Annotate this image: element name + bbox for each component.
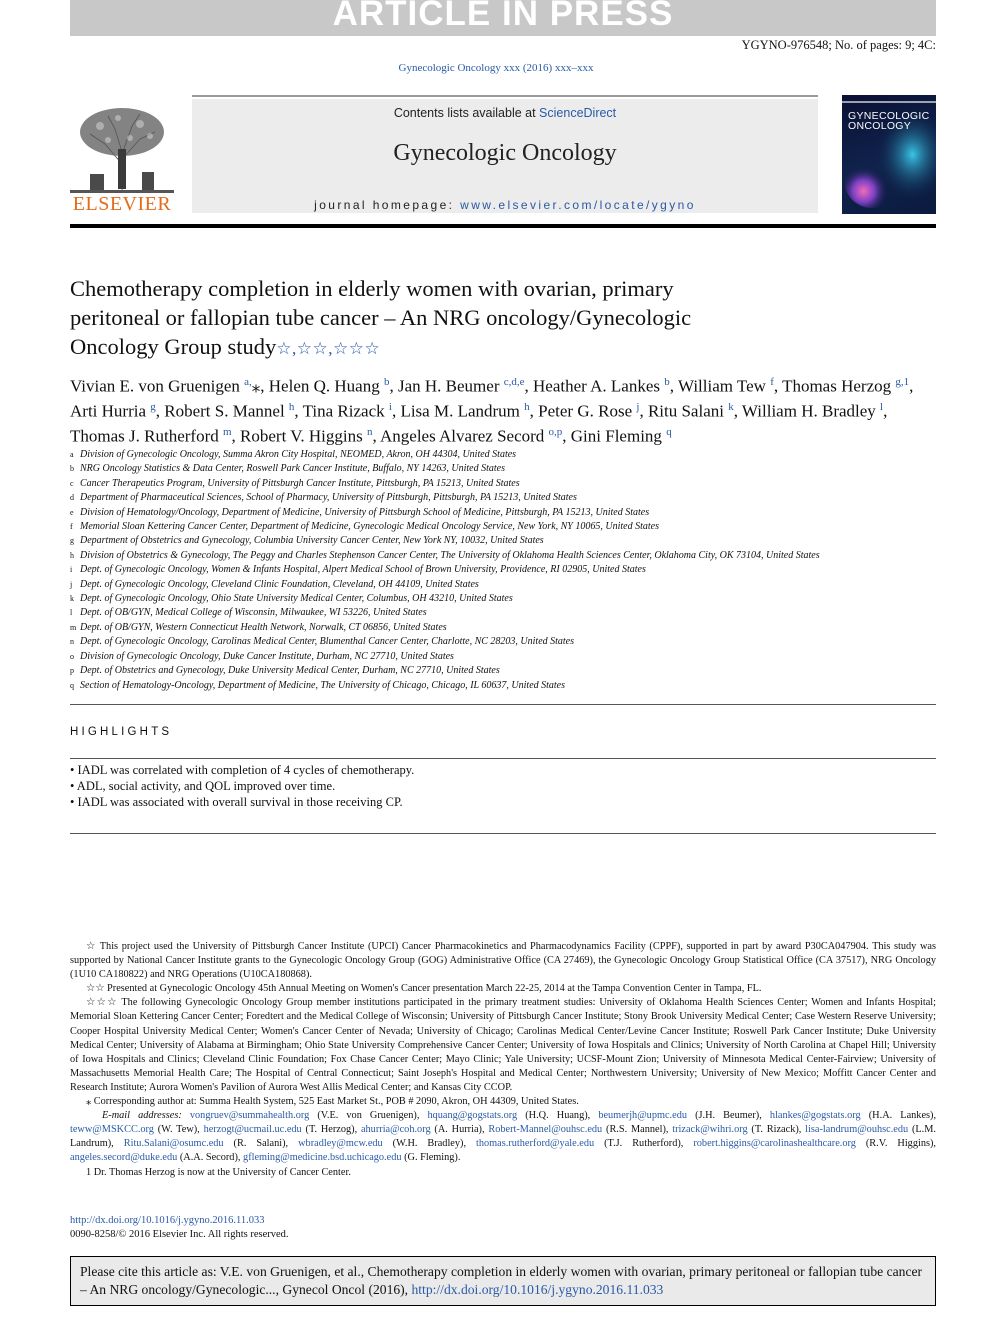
- affiliation-text: Dept. of Gynecologic Oncology, Women & Infants Hospital, Alpert Medical School of Brown University, Providence, RI 02905, United States: [80, 564, 646, 576]
- article-title: [70, 274, 790, 363]
- author-separator: ,: [524, 376, 534, 396]
- affiliation-item: [70, 664, 936, 678]
- affiliation-item: [70, 448, 936, 462]
- author-affiliation-marker[interactable]: f: [770, 376, 774, 388]
- author-separator: ,: [562, 426, 571, 446]
- email-link[interactable]: hlankes@gogstats.org: [769, 1110, 861, 1122]
- author-name[interactable]: William H. Bradley: [741, 401, 876, 421]
- footnote-institutions: ☆☆☆ The following Gynecologic Oncology Group member institutions participated in the primary treatment studies: University of Oklahoma Health Sciences Center; Women and Infants Hospital; Memorial Sloan Kettering Cancer Center; Foredtert and the Medical College of Wisconsin; University of Pittsburgh Cancer Institute; Stony Brook University Medical Center; Case Western Reserve University; Cooper Hospital University Medical Center; Women's Cancer Center of Nevada; University of Chicago; Carolinas Medical Center/Levine Cancer Institute; Roswell Park Cancer Institute; Duke University Medical Center; University of Alabama at Birmingham; Ohio State University Comprehensive Cancer Center; University of Iowa Hospitals and Clinics; University of North Carolina at Chapel Hill; University of Iowa Hospitals and Clinics; Cleveland Clinic Foundation; Fox Chase Cancer Center; Mayo Clinic; Yale University; UCSF-Mount Zion; University of Minnesota Medical Center-Fairview; University of Massachusetts Memorial Health Care; The Hospital of Central Connecticut; Saint Joseph's Hospital and Medical Center; Northwestern University; University of New Mexico; Moffitt Cancer Center and Research Institute; Aurora Women's Pavilion of Aurora West Allis Medical Center; and Kansas City CCOP.: [70, 997, 936, 1093]
- highlight-item: • IADL was associated with overall survival in those receiving CP.: [70, 795, 403, 809]
- author-name[interactable]: Thomas Herzog: [782, 376, 892, 396]
- email-link[interactable]: trizack@wihri.org: [672, 1124, 748, 1136]
- affiliation-letter: i: [70, 565, 73, 575]
- homepage-prefix: journal homepage:: [314, 198, 461, 212]
- email-link[interactable]: hquang@gogstats.org: [427, 1110, 518, 1122]
- affiliation-item: [70, 621, 936, 635]
- author-affiliation-marker[interactable]: a,: [244, 376, 252, 388]
- contents-line: [192, 106, 818, 120]
- author-separator: ,: [294, 401, 303, 421]
- citation-body: Please cite this article as: V.E. von Gruenigen, et al., Chemotherapy completion in elderly women with ovarian, primary peritoneal or fallopian tube cancer – An NRG oncology/Gynecologic..., Gynecol Oncol (2016),: [80, 1264, 923, 1297]
- affiliation-text: Cancer Therapeutics Program, University of Pittsburgh Cancer Institute, Pittsburgh, PA 15213, United States: [80, 477, 520, 489]
- author-name[interactable]: Peter G. Rose: [538, 401, 633, 421]
- title-line-1: Chemotherapy completion in elderly women with ovarian, primary: [70, 276, 674, 301]
- affiliation-text: Memorial Sloan Kettering Cancer Center, Department of Medicine, Gynecologic Medical Oncology Service, New York, NY 10065, United States: [80, 521, 659, 533]
- email-owner: (W.H. Bradley),: [382, 1138, 476, 1150]
- author-affiliation-marker[interactable]: c,d,e: [503, 376, 525, 388]
- author-separator: ,: [231, 426, 241, 446]
- affiliation-item: [70, 563, 936, 577]
- journal-cover[interactable]: [842, 95, 936, 214]
- author-name[interactable]: Arti Hurria: [70, 401, 147, 421]
- affiliation-text: Dept. of Obstetrics and Gynecology, Duke University Medical Center, Durham, NC 27710, United States: [80, 665, 500, 677]
- author-affiliation-marker[interactable]: g: [150, 401, 156, 414]
- author-name[interactable]: Jan H. Beumer: [397, 376, 500, 396]
- cover-title-line1: GYNECOLOGIC: [848, 110, 930, 122]
- article-in-press-banner: [70, 0, 936, 36]
- author-name[interactable]: Angeles Alvarez Secord: [380, 426, 545, 446]
- author-separator: ,: [773, 376, 783, 396]
- author-affiliation-marker[interactable]: b: [383, 376, 390, 388]
- affiliation-item: [70, 635, 936, 649]
- affiliation-item: [70, 462, 936, 476]
- author-affiliation-marker[interactable]: l: [880, 401, 884, 414]
- email-owner: (L.M. Landrum),: [70, 1124, 936, 1150]
- author-separator: ,: [883, 401, 888, 421]
- title-line-3: Oncology Group study: [70, 334, 277, 359]
- author-name[interactable]: Robert S. Mannel: [164, 401, 285, 421]
- email-link[interactable]: beumerjh@upmc.edu: [598, 1110, 687, 1122]
- email-link[interactable]: angeles.secord@duke.edu: [70, 1152, 178, 1164]
- affiliation-letter: b: [70, 464, 74, 474]
- email-link[interactable]: wbradley@mcw.edu: [298, 1138, 383, 1150]
- highlight-item: • ADL, social activity, and QOL improved over time.: [70, 779, 336, 793]
- author-separator: ,: [389, 376, 398, 396]
- email-label: E-mail addresses:: [102, 1110, 182, 1122]
- email-owner: (A. Hurria),: [430, 1124, 489, 1136]
- citation-doi-link[interactable]: http://dx.doi.org/10.1016/j.ygyno.2016.11.033: [411, 1281, 664, 1297]
- citation-text: [80, 1263, 928, 1298]
- author-name[interactable]: Ritu Salani: [647, 401, 724, 421]
- footnotes: [70, 940, 936, 1180]
- email-link[interactable]: lisa-landrum@ouhsc.edu: [805, 1124, 909, 1136]
- affiliation-text: Department of Pharmaceutical Sciences, School of Pharmacy, University of Pittsburgh, Pittsburgh, PA 15213, United States: [80, 492, 577, 504]
- affiliation-text: Department of Obstetrics and Gynecology, Columbia University Cancer Center, New York NY, 10032, United States: [80, 535, 544, 547]
- author-name[interactable]: Thomas J. Rutherford: [70, 426, 219, 446]
- affiliation-item: [70, 549, 936, 563]
- email-owner: (A.A. Secord),: [177, 1152, 244, 1164]
- affiliation-letter: f: [70, 522, 73, 532]
- email-owner: (W. Tew),: [153, 1124, 204, 1136]
- email-owner: (J.H. Beumer),: [687, 1110, 770, 1122]
- affiliation-letter: c: [70, 478, 74, 488]
- author-name[interactable]: Gini Fleming: [570, 426, 662, 446]
- author-affiliation-marker[interactable]: q: [666, 426, 672, 439]
- affiliation-list: [70, 448, 936, 693]
- author-name[interactable]: Helen Q. Huang: [268, 376, 380, 396]
- affiliation-item: [70, 650, 936, 664]
- email-owner: (T.J. Rutherford),: [594, 1138, 694, 1150]
- author-separator: ,: [639, 401, 648, 421]
- author-separator: ,: [391, 401, 401, 421]
- highlights-list: [70, 762, 936, 810]
- author-separator: ,: [669, 376, 678, 396]
- author-affiliation-marker[interactable]: g,1: [895, 376, 910, 388]
- affiliation-item: [70, 578, 936, 592]
- author-affiliation-marker[interactable]: n: [366, 426, 373, 439]
- email-owner: (G. Fleming).: [401, 1152, 461, 1164]
- divider: [70, 704, 936, 705]
- author-name[interactable]: Robert V. Higgins: [240, 426, 363, 446]
- affiliation-letter: j: [70, 579, 73, 589]
- email-owner: (R.S. Mannel),: [602, 1124, 673, 1136]
- affiliation-letter: g: [70, 536, 74, 546]
- affiliation-item: [70, 679, 936, 693]
- email-link[interactable]: thomas.rutherford@yale.edu: [476, 1138, 595, 1150]
- author-name[interactable]: Lisa M. Landrum: [400, 401, 520, 421]
- email-link[interactable]: vongruev@summahealth.org: [189, 1110, 310, 1122]
- author-affiliation-marker[interactable]: k: [728, 401, 734, 414]
- email-owner: (H.A. Lankes),: [860, 1110, 937, 1122]
- affiliation-text: Dept. of OB/GYN, Western Connecticut Health Network, Norwalk, CT 06856, United States: [80, 621, 447, 633]
- email-link[interactable]: herzogt@ucmail.uc.edu: [203, 1124, 302, 1136]
- affiliation-text: Dept. of Gynecologic Oncology, Carolinas Medical Center, Blumenthal Cancer Center, Charlotte, NC 28203, United States: [80, 636, 575, 648]
- email-owner: (T. Rizack),: [747, 1124, 806, 1136]
- email-owner: (R. Salani),: [223, 1138, 299, 1150]
- journal-reference[interactable]: Gynecologic Oncology xxx (2016) xxx–xxx: [398, 62, 594, 74]
- homepage-line: [192, 198, 818, 212]
- highlight-item: • IADL was correlated with completion of 4 cycles of chemotherapy.: [70, 763, 415, 777]
- email-link[interactable]: Ritu.Salani@osumc.edu: [123, 1138, 224, 1150]
- affiliation-text: Division of Gynecologic Oncology, Duke Cancer Institute, Durham, NC 27710, United States: [80, 650, 454, 662]
- sciencedirect-link[interactable]: ScienceDirect: [539, 106, 617, 120]
- highlights-heading: HIGHLIGHTS: [70, 726, 173, 738]
- author-affiliation-marker[interactable]: o,p: [548, 426, 563, 439]
- affiliation-text: Dept. of Gynecologic Oncology, Ohio State University Medical Center, Columbus, OH 43210, United States: [80, 593, 513, 605]
- author-name[interactable]: Tina Rizack: [302, 401, 385, 421]
- affiliation-item: [70, 506, 936, 520]
- affiliation-text: Division of Gynecologic Oncology, Summa Akron City Hospital, NEOMED, Akron, OH 44304, United States: [80, 449, 517, 460]
- email-link[interactable]: Robert-Mannel@ouhsc.edu: [488, 1124, 603, 1136]
- author-separator: ,: [372, 426, 380, 446]
- affiliation-letter: h: [70, 550, 74, 560]
- email-owner: (H.Q. Huang),: [517, 1110, 599, 1122]
- affiliation-letter: n: [70, 637, 74, 647]
- elsevier-wordmark: ELSEVIER: [72, 193, 172, 215]
- email-link[interactable]: ahurria@coh.org: [360, 1124, 431, 1136]
- footnote-corresponding: ⁎ Corresponding author at: Summa Health System, 525 East Market St., POB # 2090, Akron, OH 44309, United States.: [86, 1096, 579, 1108]
- header-thick-rule: [70, 224, 936, 228]
- footnote-emails: [70, 1109, 936, 1165]
- affiliation-letter: p: [70, 666, 74, 676]
- affiliation-item: [70, 477, 936, 491]
- author-name[interactable]: William Tew: [677, 376, 766, 396]
- cover-title-line2: ONCOLOGY: [848, 120, 912, 132]
- journal-title: Gynecologic Oncology: [393, 140, 617, 166]
- affiliation-letter: k: [70, 594, 74, 604]
- email-owner: (T. Herzog),: [301, 1124, 361, 1136]
- email-link[interactable]: robert.higgins@carolinashealthcare.org: [693, 1138, 856, 1150]
- article-in-press-text: ARTICLE IN PRESS: [332, 0, 674, 33]
- cover-title: [848, 111, 929, 131]
- affiliation-item: [70, 534, 936, 548]
- manuscript-id: YGYNO-976548; No. of pages: 9; 4C:: [741, 38, 936, 52]
- affiliation-text: Section of Hematology-Oncology, Department of Medicine, The University of Chicago, Chicago, IL 60637, United States: [80, 679, 566, 691]
- affiliation-text: Dept. of Gynecologic Oncology, Cleveland Clinic Foundation, Cleveland, OH 44109, United States: [80, 578, 479, 590]
- author-separator: ,: [909, 376, 914, 396]
- email-owner: (V.E. von Gruenigen),: [309, 1110, 428, 1122]
- divider: [70, 833, 936, 834]
- affiliation-letter: m: [70, 622, 77, 632]
- affiliation-letter: l: [70, 608, 73, 618]
- affiliation-letter: q: [70, 680, 74, 690]
- affiliation-text: NRG Oncology Statistics & Data Center, Roswell Park Cancer Institute, Buffalo, NY 14263, United States: [80, 463, 505, 475]
- author-separator: ,: [733, 401, 742, 421]
- affiliation-text: Dept. of OB/GYN, Medical College of Wisconsin, Milwaukee, WI 53226, United States: [80, 607, 427, 619]
- author-separator: ⁎,: [251, 376, 269, 396]
- author-affiliation-marker[interactable]: j: [636, 401, 640, 414]
- title-line-2: peritoneal or fallopian tube cancer – An NRG oncology/Gynecologic: [70, 305, 692, 330]
- author-name[interactable]: Heather A. Lankes: [533, 376, 660, 396]
- affiliation-letter: a: [70, 450, 74, 459]
- copyright: 0090-8258/© 2016 Elsevier Inc. All rights reserved.: [70, 1229, 289, 1240]
- affiliation-item: [70, 606, 936, 620]
- email-owner: (R.V. Higgins),: [855, 1138, 936, 1150]
- affiliation-item: [70, 592, 936, 606]
- affiliation-text: Division of Obstetrics & Gynecology, The Peggy and Charles Stephenson Cancer Center, The University of Oklahoma Health Sciences Center, Oklahoma City, OK 73104, United States: [80, 549, 820, 561]
- author-list: [70, 372, 942, 447]
- email-link[interactable]: teww@MSKCC.org: [70, 1124, 154, 1136]
- divider: [70, 758, 936, 759]
- author-affiliation-marker[interactable]: h: [524, 401, 530, 414]
- author-separator: ,: [155, 401, 165, 421]
- footnote-presented: ☆☆ Presented at Gynecologic Oncology 45th Annual Meeting on Women's Cancer presentation March 22-25, 2014 at the Tampa Convention Center in Tampa, FL.: [86, 983, 762, 995]
- author-affiliation-marker[interactable]: i: [388, 401, 392, 414]
- affiliation-text: Division of Hematology/Oncology, Department of Medicine, University of Pittsburgh School of Medicine, Pittsburgh, PA 15213, United States: [80, 506, 650, 518]
- citation-box: [70, 1256, 936, 1306]
- elsevier-tree-icon: [70, 104, 174, 194]
- header-divider: [192, 95, 818, 97]
- affiliation-item: [70, 520, 936, 534]
- footnote-funding: ☆ This project used the University of Pittsburgh Cancer Institute (UPCI) Cancer Pharmacokinetics and Pharmacodynamics Facility (CPPF), supported in part by award P30CA047904. This study was supported by National Cancer Institute grants to the Gynecologic Oncology Group (GOG) Administrative Office (CA 27469), the Gynecologic Oncology Group Statistical Office (CA 37517), NRG Oncology (1U10 CA180822) and NRG Operations (U10CA180868).: [70, 941, 936, 981]
- email-link[interactable]: gfleming@medicine.bsd.uchicago.edu: [243, 1152, 402, 1164]
- affiliation-item: [70, 491, 936, 505]
- footnote-one: 1 Dr. Thomas Herzog is now at the University of Cancer Center.: [86, 1166, 351, 1178]
- affiliation-letter: o: [70, 651, 74, 661]
- contents-prefix: Contents lists available at: [393, 106, 540, 120]
- author-separator: ,: [529, 401, 539, 421]
- author-affiliation-marker[interactable]: b: [664, 376, 670, 388]
- homepage-link[interactable]: www.elsevier.com/locate/ygyno: [460, 198, 696, 212]
- affiliation-letter: e: [70, 507, 74, 517]
- author-affiliation-marker[interactable]: m: [222, 426, 232, 439]
- author-name[interactable]: Vivian E. von Gruenigen: [70, 376, 240, 396]
- affiliation-letter: d: [70, 493, 74, 503]
- doi-link[interactable]: http://dx.doi.org/10.1016/j.ygyno.2016.11.033: [70, 1215, 265, 1226]
- title-footnote-stars[interactable]: ☆,☆☆,☆☆☆: [276, 339, 381, 358]
- author-affiliation-marker[interactable]: h: [288, 401, 295, 414]
